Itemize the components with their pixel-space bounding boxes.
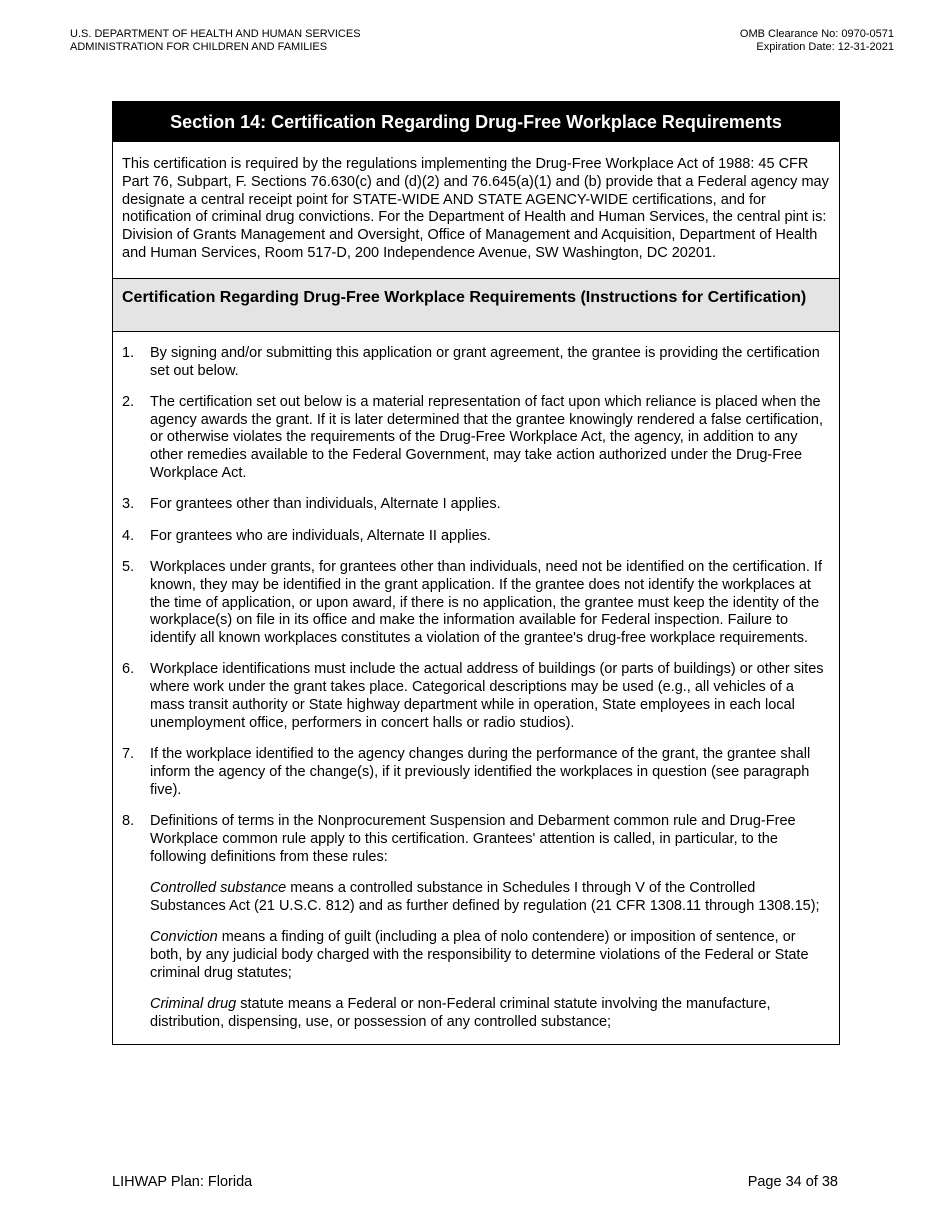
definition-term: Controlled substance: [150, 879, 287, 896]
list-item: [122, 559, 830, 648]
definition-text: means a controlled substance in Schedules I through V of the Controlled Substances Act (21 U.S.C. 812) and as further defined by regulation (21 CFR 1308.11 through 1308.15);: [150, 879, 820, 914]
definition-criminal-drug: [150, 996, 830, 1032]
definition-term: Criminal drug: [150, 995, 237, 1012]
instructions-heading: Certification Regarding Drug-Free Workplace Requirements (Instructions for Certification): [113, 279, 839, 332]
item-text: For grantees who are individuals, Alternate II applies.: [150, 527, 491, 544]
item-number: 7.: [122, 746, 135, 763]
item-text: Workplace identifications must include the actual address of buildings (or parts of buildings) or other sites where work under the grant takes place. Categorical descriptions may be used (e.g., all vehicles of a mass transit authority or State highway department while in operation, State employees in each local unemployment office, performers in concert halls or radio studios).: [150, 661, 824, 731]
item-number: 3.: [122, 496, 135, 513]
item-number: 6.: [122, 661, 135, 678]
expiration-date: Expiration Date: 12-31-2021: [756, 41, 894, 53]
item-text: For grantees other than individuals, Alternate I applies.: [150, 496, 501, 513]
list-item: [122, 661, 830, 732]
item-8-body: [150, 813, 830, 1031]
section-intro: This certification is required by the regulations implementing the Drug-Free Workplace Act of 1988: 45 CFR Part 76, Subpart, F. Sections 76.630(c) and (d)(2) and 76.645(a)(1) and (b) provide that a Federal agency may designate a central receipt point for STATE-WIDE AND STATE AGENCY-WIDE certifications, and for notification of criminal drug convictions. For the Department of Health and Human Services, the central pint is: Division of Grants Management and Oversight, Office of Management and Acquisition, Department of Health and Human Services, Room 517-D, 200 Independence Avenue, SW Washington, DC 20201.: [113, 142, 839, 279]
agency-line-2: ADMINISTRATION FOR CHILDREN AND FAMILIES: [70, 41, 328, 53]
list-item: [122, 813, 830, 1031]
list-item: [122, 394, 830, 483]
item-text: Workplaces under grants, for grantees other than individuals, need not be identified on the certification. If known, they may be identified in the grant application. If the grantee does not identify the workplaces at the time of application, or upon award, if there is no application, the grantee must keep the identity of the workplace(s) on file in its office and make the information available for Federal inspection. Failure to identify all known workplaces constitutes a violation of the grantee's drug-free workplace requirements.: [150, 558, 822, 647]
item-text: The certification set out below is a material representation of fact upon which reliance is placed when the agency awards the grant. If it is later determined that the grantee knowingly rendered a false certification, or otherwise violates the requirements of the Drug-Free Workplace Act, the agency, in addition to any other remedies available to the Federal Government, may take action authorized under the Drug-Free Workplace Act.: [150, 393, 824, 482]
item-text: By signing and/or submitting this application or grant agreement, the grantee is providing the certification set out below.: [150, 344, 820, 379]
item-number: 4.: [122, 527, 135, 544]
certification-section: [112, 101, 840, 1045]
definition-term: Conviction: [150, 929, 218, 945]
item-number: 8.: [122, 813, 135, 830]
agency-header: [70, 28, 361, 54]
agency-line-1: U.S. DEPARTMENT OF HEALTH AND HUMAN SERVICES: [70, 28, 361, 40]
item-text: If the workplace identified to the agency changes during the performance of the grant, the grantee shall inform the agency of the change(s), if it previously identified the workplaces in question (see paragraph five).: [150, 746, 811, 798]
section-title: Section 14: Certification Regarding Drug-Free Workplace Requirements: [113, 102, 839, 142]
item-number: 1.: [122, 344, 135, 361]
list-item: [122, 746, 830, 799]
definition-conviction: [150, 929, 830, 982]
plan-footer: LIHWAP Plan: Florida: [112, 1174, 253, 1190]
definition-text: means a finding of guilt (including a plea of nolo contendere) or imposition of sentence, or both, by any judicial body charged with the responsibility to determine violations of the Federal or State criminal drug statutes;: [150, 929, 809, 981]
omb-header: [740, 28, 894, 54]
item-number: 2.: [122, 393, 135, 410]
item-number: 5.: [122, 558, 135, 575]
list-item: [122, 345, 830, 381]
page-number: Page 34 of 38: [747, 1174, 838, 1190]
definition-controlled-substance: [150, 880, 830, 916]
omb-clearance: OMB Clearance No: 0970-0571: [739, 28, 894, 40]
definition-text: statute means a Federal or non-Federal criminal statute involving the manufacture, distribution, dispensing, use, or possession of any controlled substance;: [150, 995, 771, 1030]
item-text: Definitions of terms in the Nonprocurement Suspension and Debarment common rule and Drug-Free Workplace common rule apply to this certification. Grantees' attention is called, in particular, to the following definitions from these rules:: [150, 813, 796, 865]
instructions-list: [113, 332, 839, 1045]
list-item: [122, 496, 830, 514]
list-item: [122, 528, 830, 546]
